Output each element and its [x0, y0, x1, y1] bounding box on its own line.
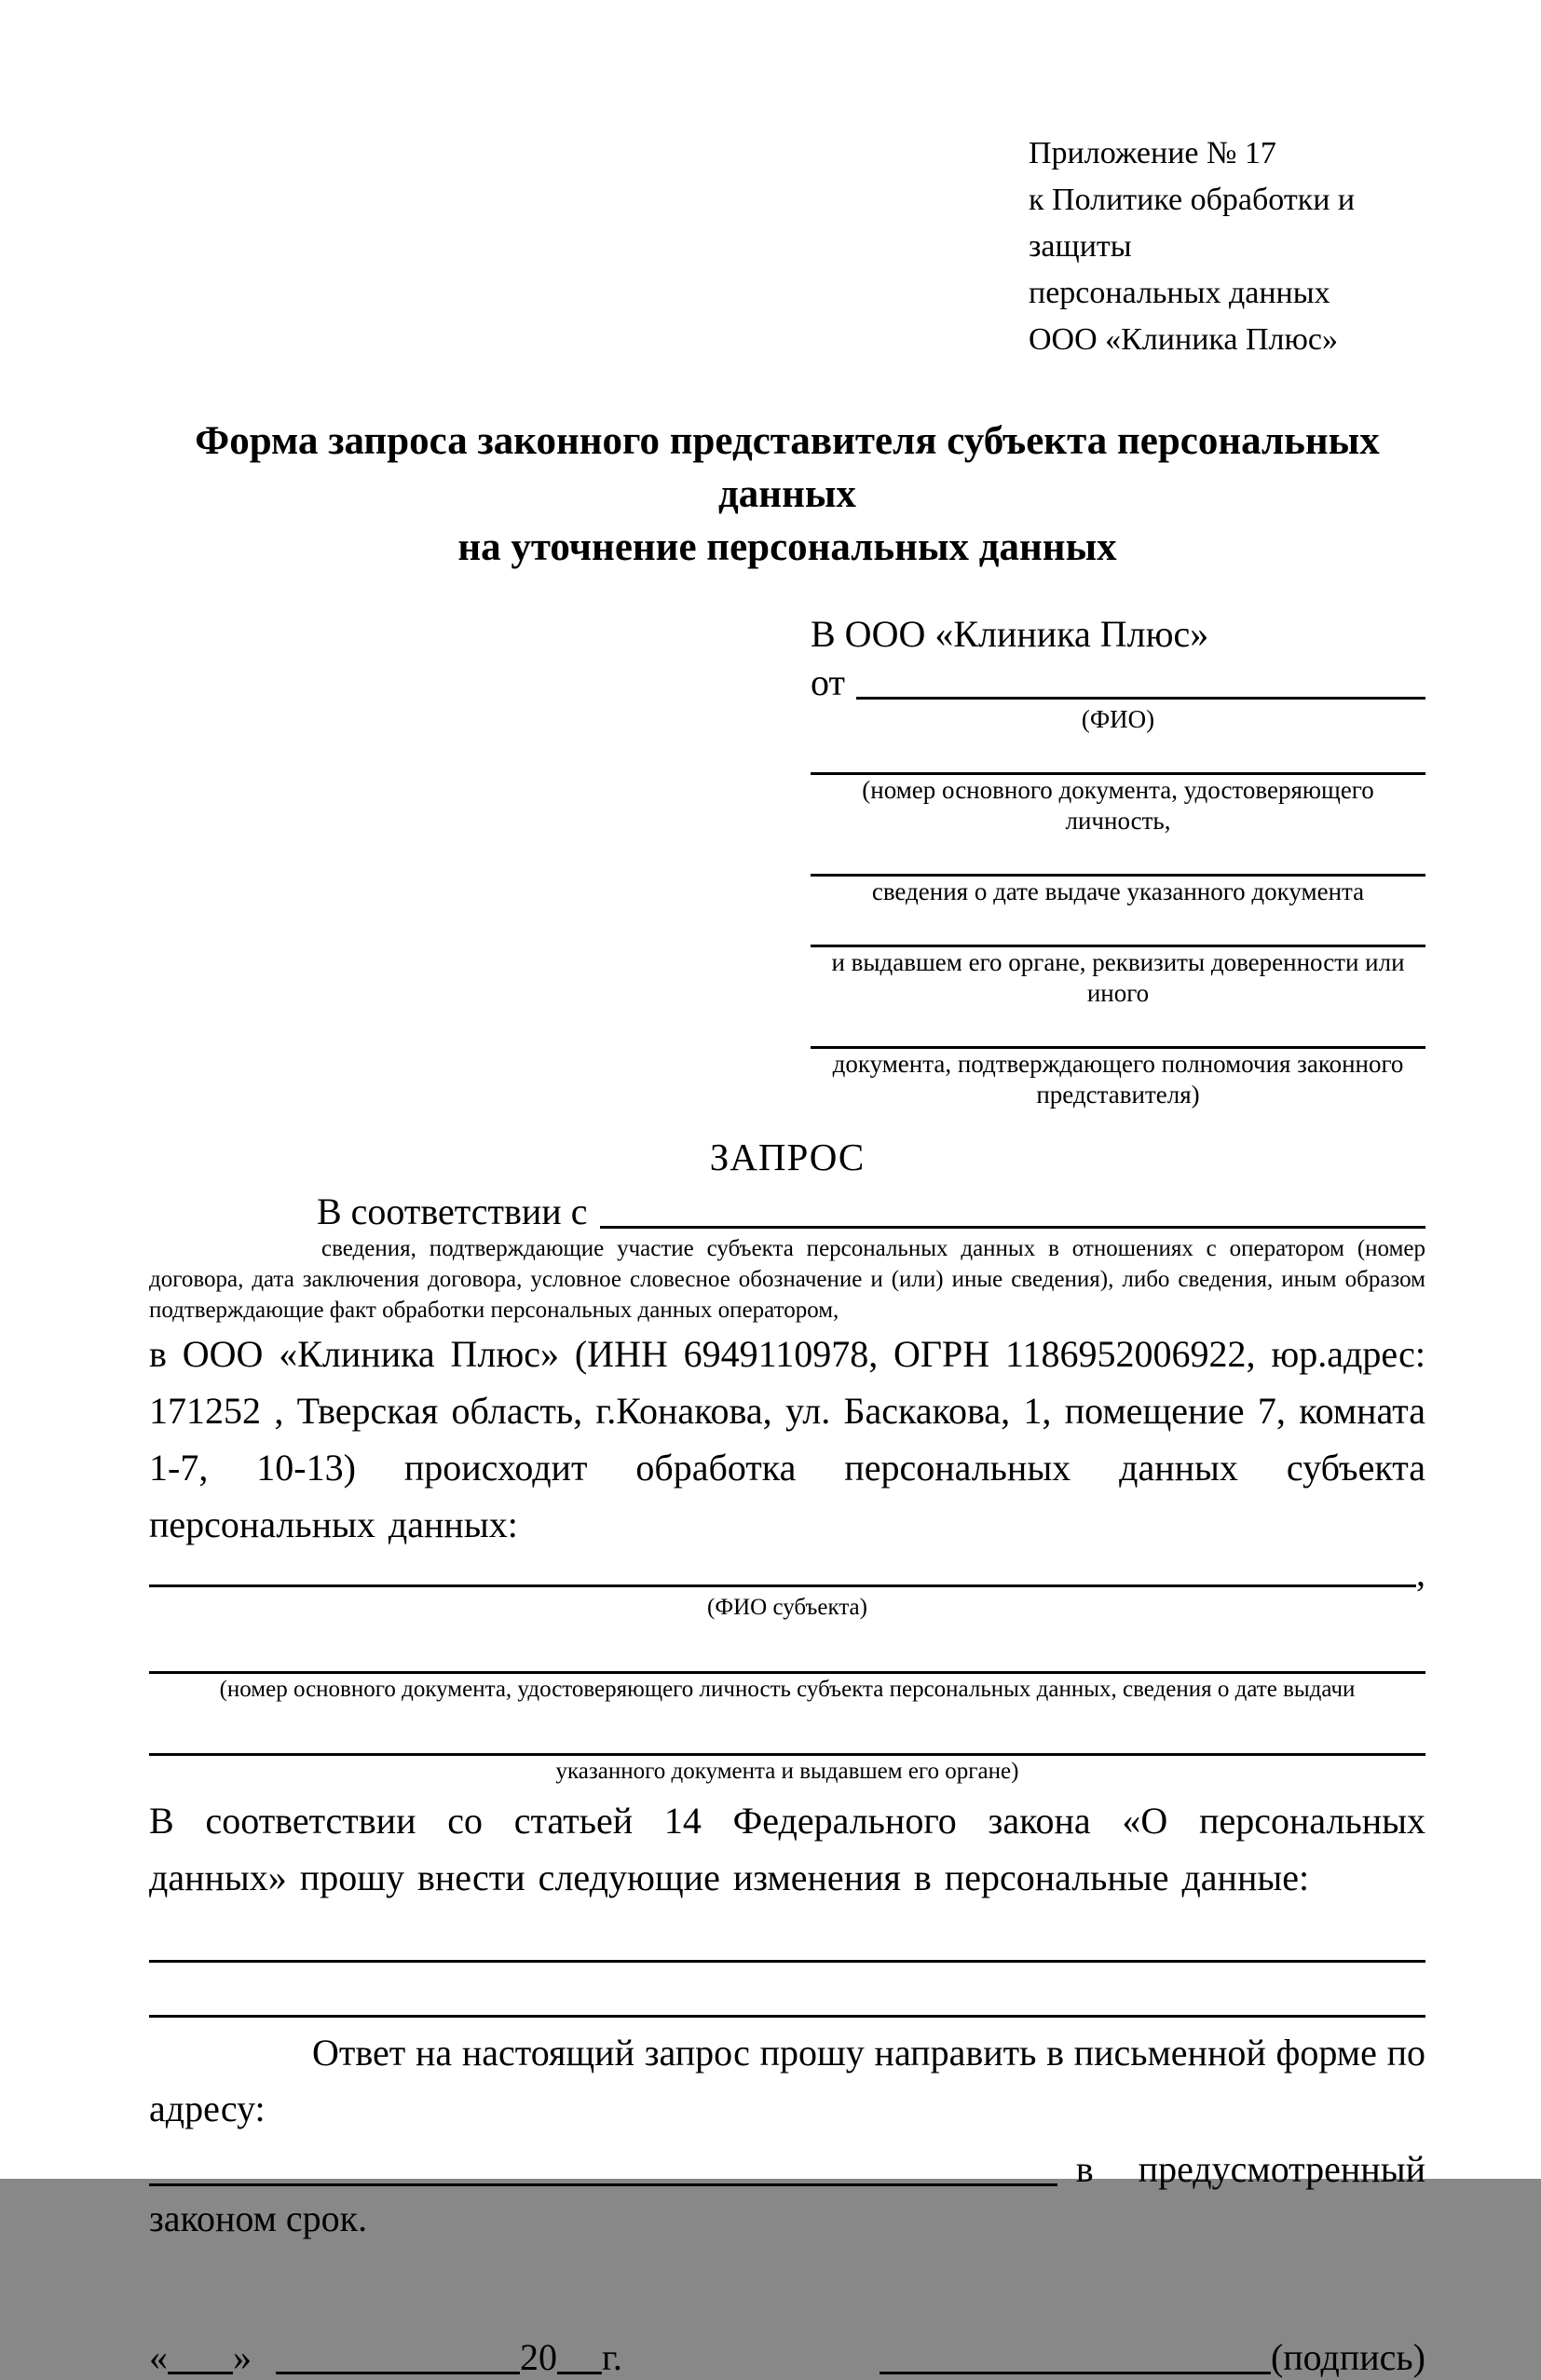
representative-doc-field-line-2	[811, 836, 1425, 877]
page-title	[149, 415, 1425, 574]
policy-reference-line-2: персональных данных	[1029, 276, 1330, 310]
answer-paragraph-line-3: законом срок.	[149, 2197, 368, 2239]
changes-field-line-2	[149, 1965, 1425, 2018]
basis-field-line	[600, 1226, 1425, 1229]
subject-doc-field-line-2	[149, 1705, 1425, 1756]
answer-word-predusmotrenny: предусмотренный	[1138, 2148, 1425, 2190]
date-quote-open: «	[149, 2336, 168, 2378]
doc-caption-4: документа, подтверждающего полномочия законного представителя)	[832, 1050, 1404, 1108]
representative-doc-field-line-1	[811, 735, 1425, 775]
changes-field-line-1	[149, 1906, 1425, 1963]
answer-address-field-line	[149, 2183, 1057, 2186]
appendix-header	[1029, 130, 1425, 363]
doc-caption-1: (номер основного документа, удостоверяющего личность,	[862, 776, 1374, 835]
day-field-line	[168, 2372, 233, 2374]
subject-fio-field-row	[149, 1553, 1425, 1592]
year-prefix: 20	[520, 2336, 557, 2378]
basis-footnote: сведения, подтверждающие участие субъекта персональных данных в отношениях с оператором (номер договора, дата заключения договора, условное словесное обозначение и (или) иные сведения), либо сведения, иным образом подтверждающие факт обработки персональных данных оператором,	[149, 1236, 1425, 1323]
signature-field	[880, 2335, 1425, 2380]
representative-doc-field-line-4	[811, 1009, 1425, 1049]
signature-caption: (подпись)	[1270, 2336, 1425, 2378]
addressee-organization: В ООО «Клиника Плюс»	[811, 613, 1209, 655]
representative-doc-field-line-3	[811, 907, 1425, 947]
page-title-line-1: Форма запроса законного представителя субъекта персональных данных	[195, 419, 1380, 516]
doc-caption-3: и выдавшем его органе, реквизиты доверенности или иного	[831, 948, 1405, 1007]
from-field-row	[811, 658, 1425, 704]
doc-caption-2: сведения о дате выдаче указанного документа	[871, 877, 1365, 905]
date-quote-close: »	[233, 2336, 252, 2378]
basis-label: В соответствии с	[317, 1190, 588, 1232]
year-field-line	[557, 2372, 602, 2374]
answer-word-v: в	[1075, 2148, 1094, 2190]
month-field-line	[276, 2372, 520, 2374]
page-title-line-2: на уточнение персональных данных	[457, 525, 1117, 569]
fio-caption: (ФИО)	[1081, 705, 1155, 733]
subject-fio-caption: (ФИО субъекта)	[707, 1595, 867, 1620]
year-suffix: г.	[602, 2336, 622, 2378]
subject-fio-field-line	[149, 1584, 1416, 1587]
policy-reference-line-1: к Политике обработки и защиты	[1029, 183, 1356, 264]
date-field	[149, 2335, 622, 2380]
subject-doc-caption-1: (номер основного документа, удостоверяющего личность субъекта персональных данных, сведения о дате выдачи	[219, 1677, 1356, 1702]
answer-address-row	[149, 2137, 1425, 2191]
basis-field-row	[149, 1185, 1425, 1233]
addressee-block	[811, 611, 1425, 1110]
subject-doc-caption-2: указанного документа и выдавшем его органе)	[555, 1759, 1019, 1784]
signature-field-line	[880, 2372, 1271, 2374]
date-signature-row	[149, 2335, 1425, 2380]
representative-fio-field-line	[856, 697, 1425, 700]
appendix-number: Приложение № 17	[1029, 136, 1276, 170]
article-paragraph: В соответствии со статьей 14 Федерального закона «О персональных данных» прошу внести следующие изменения в персональные данные:	[149, 1800, 1425, 1898]
subject-doc-field-line-1	[149, 1623, 1425, 1674]
operator-paragraph: в ООО «Клиника Плюс» (ИНН 6949110978, ОГРН 1186952006922, юр.адрес: 171252 , Тверская область, г.Конакова, ул. Баскакова, 1, помещение 7, комната 1-7, 10-13) происходит обработка персональных данных субъекта персональных данных:	[149, 1333, 1425, 1545]
organization-name: ООО «Клиника Плюс»	[1029, 322, 1338, 357]
from-label: от	[811, 661, 845, 703]
trailing-comma: ,	[1416, 1552, 1425, 1594]
request-heading: ЗАПРОС	[709, 1136, 866, 1178]
answer-paragraph-line-1: Ответ на настоящий запрос прошу направить в письменной форме по адресу:	[149, 2032, 1425, 2129]
